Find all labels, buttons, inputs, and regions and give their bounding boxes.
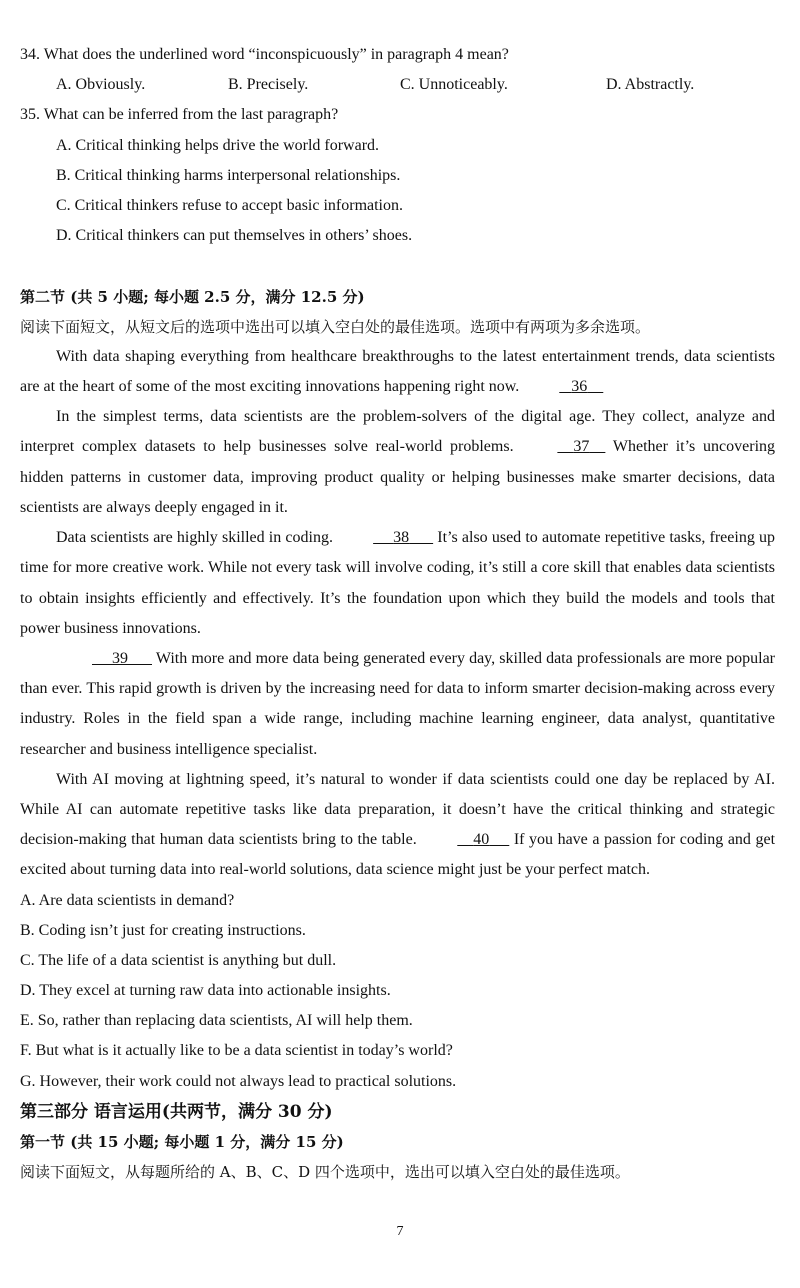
passage-paragraph-3 (20, 523, 775, 644)
paragraph-text: Whether it’s uncovering hidden patterns in customer data, improving product quality or helping businesses make smarter decisions, data scientists are always deeply engaged in it. (20, 438, 776, 516)
option-a: A. Critical thinking helps drive the world forward. (56, 136, 380, 154)
paragraph-text: In the simplest terms, data scientists are the problem-solvers of the digital age. They collect, analyze and interpret complex datasets to help businesses solve real-world problems. (20, 408, 775, 456)
passage-paragraph-4 (20, 644, 775, 765)
part-3-instruction: 阅读下面短文，从每题所给的 A、B、C、D 四个选项中，选出可以填入空白处的最佳选项。 (20, 1163, 630, 1182)
option-d: D. Critical thinkers can put themselves in others’ shoes. (56, 227, 413, 245)
paragraph-text: If you have a passion for coding and get excited about turning data into real-world solutions, data science might just be your perfect match. (20, 831, 776, 879)
passage-paragraph-2 (20, 402, 775, 523)
choice-b: B. Coding isn’t just for creating instructions. (20, 921, 306, 939)
part-3-section-1-heading: 第一节 (共 15 小题; 每小题 1 分，满分 15 分) (20, 1133, 344, 1152)
blank-38: 38 (393, 529, 410, 547)
choice-e: E. So, rather than replacing data scientists, AI will help them. (20, 1012, 413, 1030)
option-d: D. Abstractly. (606, 76, 695, 94)
option-c: C. Unnoticeably. (400, 76, 508, 94)
option-c: C. Critical thinkers refuse to accept basic information. (56, 196, 403, 214)
section-2-instruction: 阅读下面短文，从短文后的选项中选出可以填入空白处的最佳选项。选项中有两项为多余选项。 (20, 317, 651, 336)
option-b: B. Critical thinking harms interpersonal relationships. (56, 166, 401, 184)
choice-a: A. Are data scientists in demand? (20, 891, 235, 909)
question-35-stem: 35. What can be inferred from the last paragraph? (20, 106, 339, 124)
passage-paragraph-1 (20, 342, 775, 402)
paragraph-text: With data shaping everything from healthcare breakthroughs to the latest entertainment trends, data scientists are at the heart of some of the most exciting innovations happening right now. (20, 347, 775, 396)
paragraph-text: It’s also used to automate repetitive tasks, freeing up time for more creative work. While not every task will involve coding, it’s still a core skill that enables data scientists to obtain insights efficiently and effectively. It’s the foundation upon which they build the models and tools that power business innovations. (20, 529, 775, 637)
exam-page (20, 40, 775, 1187)
choice-f: F. But what is it actually like to be a data scientist in today’s world? (20, 1042, 453, 1060)
option-b: B. Precisely. (228, 76, 309, 94)
choice-c: C. The life of a data scientist is anything but dull. (20, 951, 337, 969)
question-34-stem: 34. What does the underlined word “inconspicuously” in paragraph 4 mean? (20, 46, 509, 63)
section-2-heading: 第二节 (共 5 小题; 每小题 2.5 分，满分 12.5 分) (20, 287, 365, 306)
passage-paragraph-5 (20, 765, 775, 886)
choice-g: G. However, their work could not always lead to practical solutions. (20, 1072, 457, 1090)
option-a: A. Obviously. (56, 76, 146, 94)
page-number: 7 (396, 1224, 404, 1239)
blank-37: 37 (573, 438, 590, 456)
question-34-options (20, 70, 775, 100)
paragraph-text: With more and more data being generated every day, skilled data professionals are more popular than ever. This rapid growth is driven by the increasing need for data to inform smarter decision-making across every industry. Roles in the field span a wide range, including machine learning engineer, data analyst, quantitative researcher and business intelligence specialist. (20, 649, 775, 758)
blank-40: 40 (473, 831, 490, 849)
choice-d: D. They excel at turning raw data into actionable insights. (20, 982, 391, 1000)
paragraph-text: Data scientists are highly skilled in coding. (56, 529, 333, 547)
part-3-heading: 第三部分 语言运用(共两节，满分 30 分) (20, 1101, 333, 1122)
paragraph-text: With AI moving at lightning speed, it’s natural to wonder if data scientists could one day be replaced by AI. While AI can automate repetitive tasks like data preparation, it doesn’t have the critical thinking and strategic decision-making that human data scientists bring to the table. (20, 770, 775, 849)
blank-39: 39 (112, 649, 128, 667)
blank-36: 36 (571, 378, 588, 396)
